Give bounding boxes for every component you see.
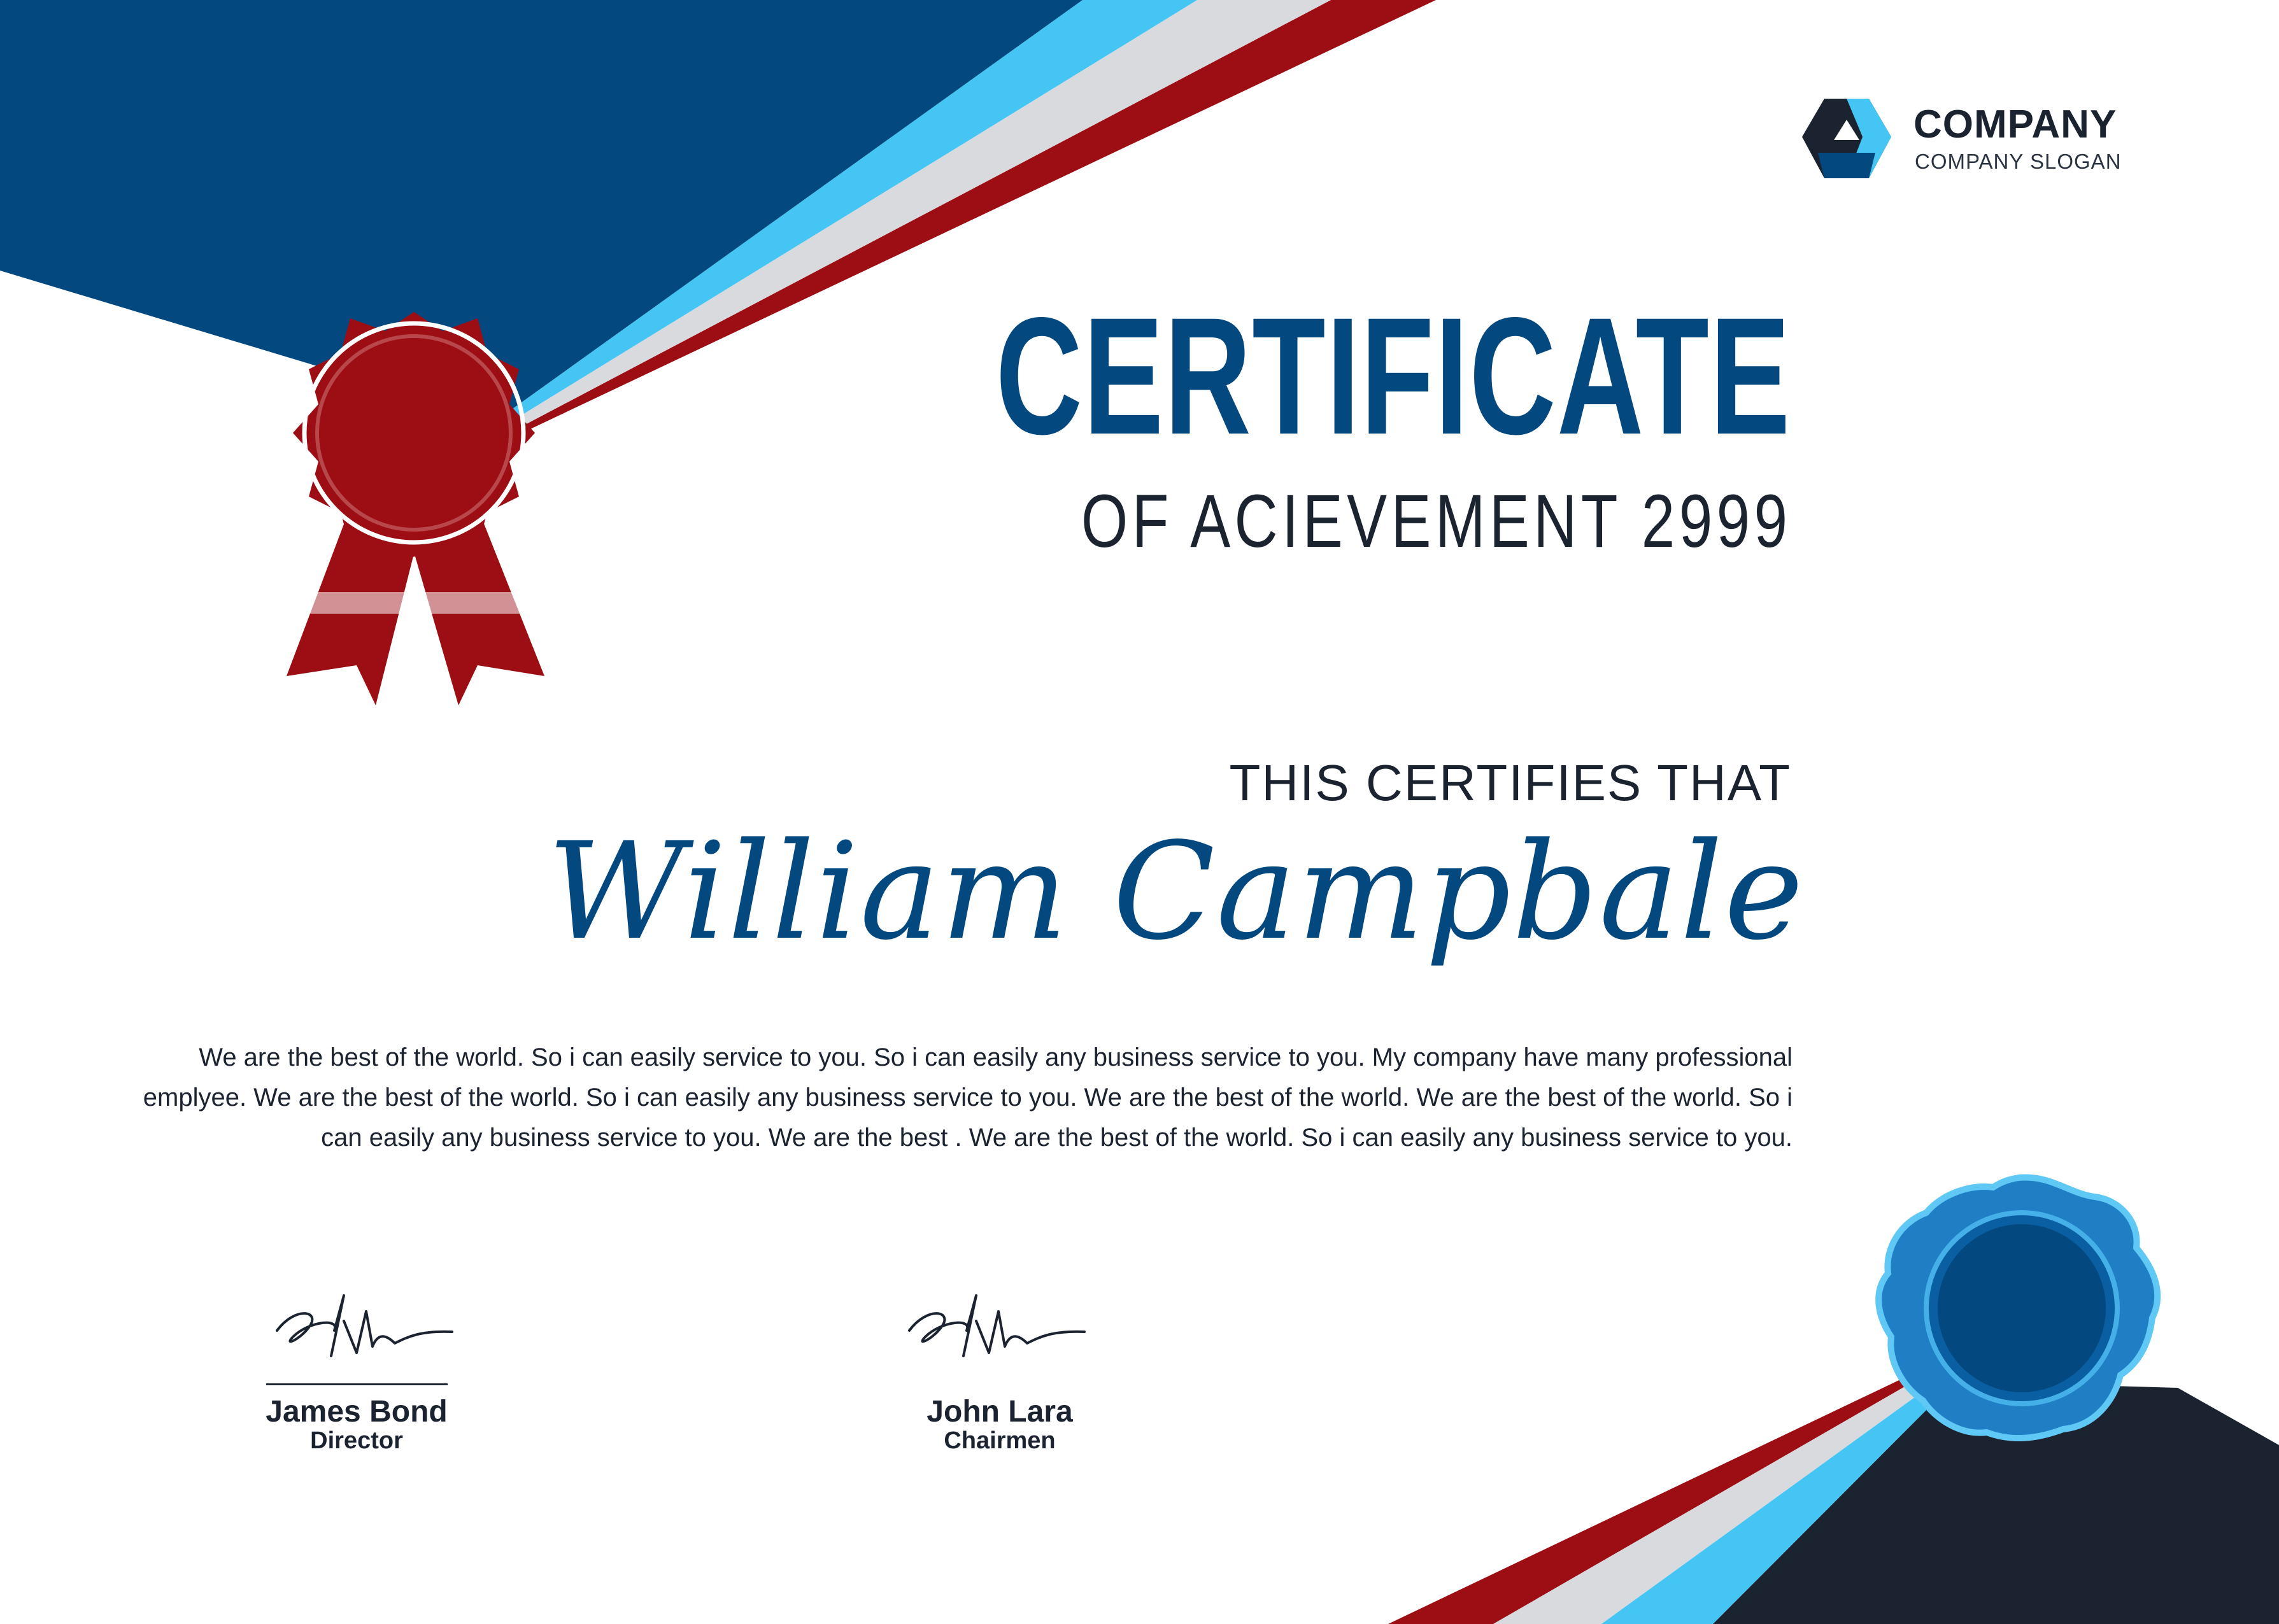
signatory-2-name: John Lara xyxy=(927,1395,1073,1429)
award-ribbon-badge xyxy=(267,306,560,713)
signatory-1-name: James Bond xyxy=(266,1395,448,1429)
wax-seal xyxy=(1866,1171,2171,1445)
company-slogan: COMPANY SLOGAN xyxy=(1915,150,2122,173)
certifies-label: THIS CERTIFIES THAT xyxy=(1229,754,1791,811)
recipient-name: William Campbale xyxy=(547,814,1805,970)
signature-1 xyxy=(271,1292,462,1362)
signatory-2-role: Chairmen xyxy=(944,1427,1056,1454)
signature-2 xyxy=(903,1292,1094,1362)
certificate-body: We are the best of the world. So i can easily service to you. So i can easily any business service to you. My company have many professional emplyee. We are the best of the world. So i can easily any business service to you. We are the best of the world. We are the best of the world. So i can easily any business service to you. We are the best . We are the best of the world. So i can easily any business service to you. xyxy=(143,1043,1793,1152)
signature-1-line xyxy=(266,1383,448,1385)
certificate-subtitle: OF ACIEVEMENT 2999 xyxy=(1081,479,1791,563)
company-logo-icon xyxy=(1799,95,1894,185)
certificate-title: CERTIFICATE xyxy=(996,283,1791,469)
signatory-1-role: Director xyxy=(310,1427,403,1454)
company-name: COMPANY xyxy=(1913,102,2117,146)
